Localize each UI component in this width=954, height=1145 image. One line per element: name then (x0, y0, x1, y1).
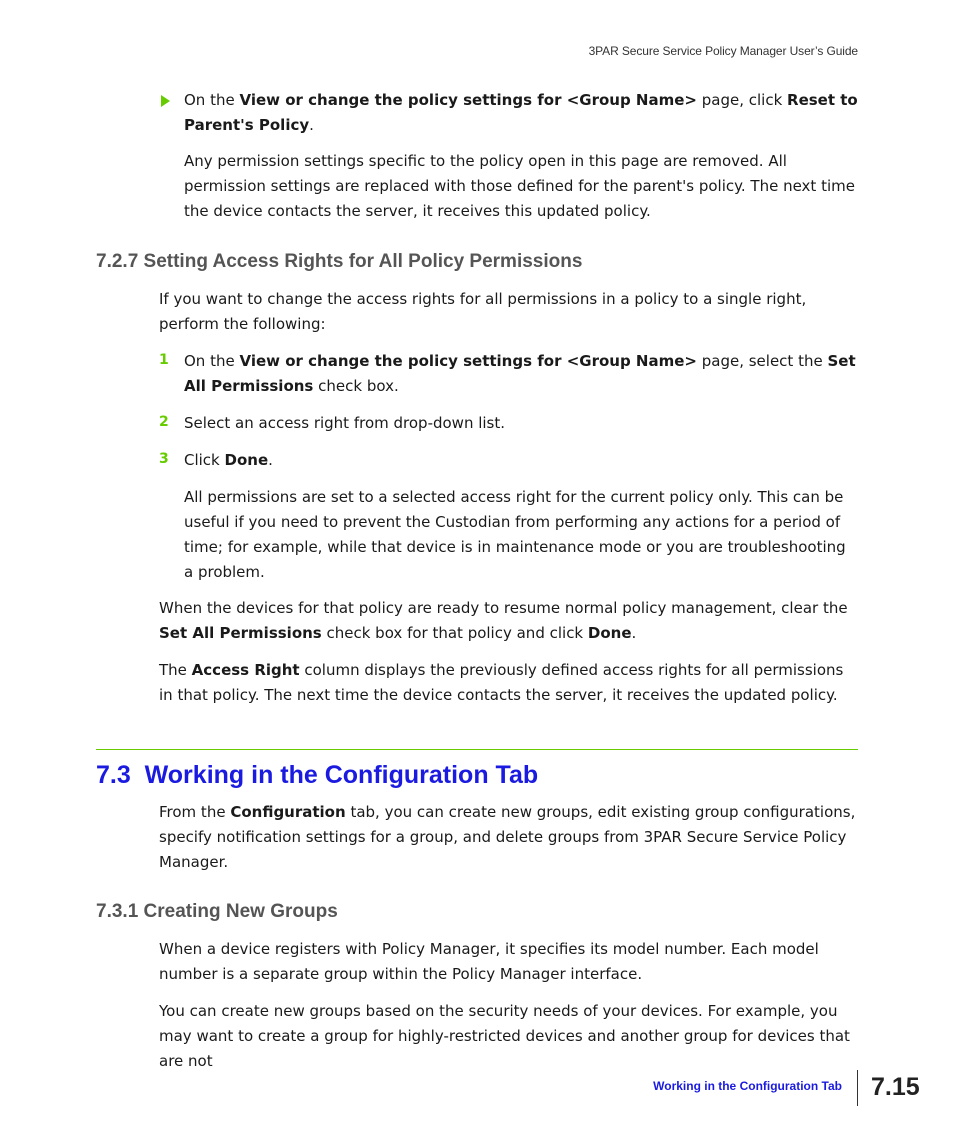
section-731-paragraph-2: You can create new groups based on the security needs of your devices. For example, you may want to create a group for highly-restricted devices and another group for devices that are not (159, 1002, 850, 1070)
running-header: 3PAR Secure Service Policy Manager User’s Guide (588, 44, 858, 58)
bullet-triangle-icon (161, 95, 170, 107)
ui-ref-done: Done (224, 451, 269, 469)
step-3-followup: All permissions are set to a selected access right for the current policy only. This can be useful if you need to prevent the Custodian from performing any actions for a period of time; for example, while that device is in maintenance mode or you are troubleshooting a problem. (184, 488, 846, 581)
footer-section-title: Working in the Configuration Tab (653, 1079, 842, 1093)
step-number-2: 2 (159, 414, 169, 430)
step-1-text: On the View or change the policy settings for <Group Name> page, select the Set All Permissions check box. (184, 352, 856, 395)
section-727-heading: 7.2.7 Setting Access Rights for All Policy Permissions (96, 251, 583, 272)
footer-separator (857, 1070, 858, 1106)
step-number-1: 1 (159, 352, 169, 368)
section-73-paragraph: From the Configuration tab, you can create new groups, edit existing group configurations, specify notification settings for a group, and delete groups from 3PAR Secure Service Policy Manager. (159, 803, 856, 871)
ui-ref-set-all-permissions: Set All Permissions (184, 352, 856, 395)
bullet-followup-text: Any permission settings specific to the policy open in this page are removed. All permission settings are replaced with those defined for the parent's policy. The next time the device contacts the server, it receives this updated policy. (184, 152, 855, 220)
bullet-item-reset: On the View or change the policy settings for <Group Name> page, click Reset to Parent's Policy. (184, 91, 858, 134)
step-3-text: Click Done. (184, 451, 273, 469)
step-2-text: Select an access right from drop-down list. (184, 414, 506, 432)
ui-ref-access-right: Access Right (191, 661, 300, 679)
ui-ref-done-2: Done (587, 624, 632, 642)
ui-ref-view-change-page-2: View or change the policy settings for <Group Name> (239, 352, 697, 370)
page-number: 7.15 (871, 1073, 920, 1101)
access-right-paragraph: The Access Right column displays the previously defined access rights for all permissions in that policy. The next time the device contacts the server, it receives the updated policy. (159, 661, 844, 704)
section-divider (96, 749, 858, 750)
section-73-heading: 7.3 Working in the Configuration Tab (96, 761, 539, 789)
ui-ref-reset-to-parent: Reset to Parent's Policy (184, 91, 858, 134)
ui-ref-set-all-permissions-2: Set All Permissions (159, 624, 322, 642)
step-number-3: 3 (159, 451, 169, 467)
resume-management-paragraph: When the devices for that policy are ready to resume normal policy management, clear the Set All Permissions check box for that policy and click Done. (159, 599, 848, 642)
ui-ref-configuration-tab: Configuration (230, 803, 346, 821)
ui-ref-view-change-page: View or change the policy settings for <Group Name> (239, 91, 697, 109)
section-731-paragraph-1: When a device registers with Policy Manager, it specifies its model number. Each model number is a separate group within the Policy Manager interface. (159, 940, 819, 983)
section-731-heading: 7.3.1 Creating New Groups (96, 901, 338, 922)
section-727-intro: If you want to change the access rights for all permissions in a policy to a single right, perform the following: (159, 290, 807, 333)
